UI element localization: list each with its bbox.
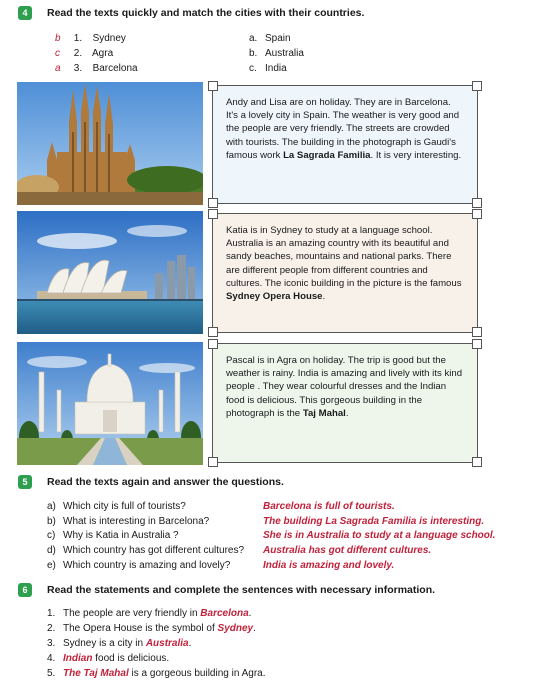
sentence-5 <box>47 668 266 679</box>
exercise-4-badge: 4 <box>18 6 32 20</box>
answer-c: She is in Australia to study at a language school. <box>263 530 496 541</box>
exercise-5-badge: 5 <box>18 475 32 489</box>
sentence-3 <box>47 638 191 649</box>
card-text-end: . It is very interesting. <box>370 149 462 161</box>
answer-e: India is amazing and lovely. <box>263 560 395 571</box>
card-highlight: Taj Mahal <box>302 407 346 419</box>
match-row-1 <box>55 33 126 44</box>
match-number: 2. <box>73 48 83 59</box>
question-label: a) <box>47 501 56 512</box>
sentence-number: 3. <box>47 638 56 649</box>
country-name: India <box>265 63 287 74</box>
sentence-end: food is delicious. <box>92 653 170 664</box>
text-card-agra <box>212 343 478 463</box>
question-text: Which country has got different cultures? <box>63 545 245 556</box>
card-corner <box>472 339 482 349</box>
card-corner <box>208 457 218 467</box>
card-highlight: Sydney Opera House <box>226 291 323 303</box>
match-number: 3. <box>73 63 83 74</box>
card-text-end: . <box>322 291 326 303</box>
country-row-c <box>249 63 287 74</box>
city-name: Agra <box>92 48 114 59</box>
match-number: 1. <box>73 33 83 44</box>
card-text: Pascal is in Agra on holiday. The trip is good but the weather is rainy. India is amazing and lively with its kind people . They wear colourful dresses and the Indian food is delicious. This gorgeous building in the photograph is the <box>226 355 463 419</box>
question-label: b) <box>47 516 56 527</box>
question-row-b <box>47 516 209 527</box>
card-highlight: La Sagrada Familia <box>283 149 371 161</box>
answer-d: Australia has got different cultures. <box>263 545 432 556</box>
country-row-b <box>249 48 304 59</box>
exercise-6-title: Read the statements and complete the sentences with necessary information. <box>47 584 436 596</box>
country-name: Australia <box>265 48 304 59</box>
sentence-end: . <box>248 608 252 619</box>
sentence-fill: Sydney <box>217 623 254 634</box>
sentence-number: 1. <box>47 608 56 619</box>
answer-b: The building La Sagrada Familia is interesting. <box>263 516 485 527</box>
country-letter: b. <box>249 48 258 59</box>
match-row-2 <box>55 48 113 59</box>
city-name: Barcelona <box>92 63 138 74</box>
sentence-1 <box>47 608 251 619</box>
question-label: e) <box>47 560 56 571</box>
sentence-2 <box>47 623 256 634</box>
exercise-5-title: Read the texts again and answer the questions. <box>47 476 284 488</box>
question-row-c <box>47 530 179 541</box>
sentence-fill: Indian <box>63 653 93 664</box>
card-text: Andy and Lisa are on holiday. They are in Barcelona. It's a lovely city in Spain. The weather is very good and the people are very friendly. The streets are crowded with tourists. The building in the photograph is Gaudi's famous work <box>226 97 460 161</box>
sentence-end: is a gorgeous building in Agra. <box>128 668 266 679</box>
question-label: d) <box>47 545 56 556</box>
match-answer: a <box>55 63 61 74</box>
question-text: Why is Katia in Australia ? <box>63 530 179 541</box>
sentence-number: 4. <box>47 653 56 664</box>
card-corner <box>208 198 218 208</box>
sentence-end: . <box>253 623 256 634</box>
card-corner <box>208 339 218 349</box>
sentence-start: The Opera House is the symbol of <box>63 623 218 634</box>
match-answer: c <box>55 48 60 59</box>
sentence-4 <box>47 653 169 664</box>
match-row-3 <box>55 63 138 74</box>
card-corner <box>208 81 218 91</box>
text-card-barcelona <box>212 85 478 204</box>
sydney-opera-house-photo <box>17 211 203 334</box>
card-text-end: . <box>345 407 349 419</box>
question-text: What is interesting in Barcelona? <box>63 516 210 527</box>
exercise-6-badge: 6 <box>18 583 32 597</box>
card-corner <box>472 457 482 467</box>
sentence-fill: Barcelona <box>200 608 249 619</box>
sentence-number: 2. <box>47 623 56 634</box>
card-text: Katia is in Sydney to study at a language school. Australia is an amazing country with its beautiful and sandy beaches, mountains and national parks. There are different people from different countries and cultures. The iconic building in the picture is the famous <box>226 225 462 289</box>
sentence-end: . <box>188 638 192 649</box>
question-text: Which country is amazing and lovely? <box>63 560 231 571</box>
card-corner <box>472 327 482 337</box>
question-text: Which city is full of tourists? <box>63 501 186 512</box>
exercise-4-title: Read the texts quickly and match the cities with their countries. <box>47 7 365 19</box>
match-answer: b <box>55 33 61 44</box>
city-name: Sydney <box>92 33 126 44</box>
sagrada-familia-photo <box>17 82 203 205</box>
country-name: Spain <box>265 33 291 44</box>
question-row-e <box>47 560 230 571</box>
card-corner <box>472 198 482 208</box>
country-letter: a. <box>249 33 258 44</box>
card-corner <box>208 327 218 337</box>
sentence-start: Sydney is a city in <box>63 638 146 649</box>
answer-a: Barcelona is full of tourists. <box>263 501 395 512</box>
card-corner <box>472 209 482 219</box>
sentence-fill: Australia <box>145 638 189 649</box>
country-row-a <box>249 33 291 44</box>
question-label: c) <box>47 530 56 541</box>
text-card-sydney <box>212 213 478 333</box>
question-row-a <box>47 501 186 512</box>
taj-mahal-photo <box>17 342 203 465</box>
sentence-start: The people are very friendly in <box>63 608 201 619</box>
card-corner <box>208 209 218 219</box>
sentence-fill: The Taj Mahal <box>63 668 129 679</box>
card-corner <box>472 81 482 91</box>
country-letter: c. <box>249 63 257 74</box>
sentence-number: 5. <box>47 668 56 679</box>
question-row-d <box>47 545 244 556</box>
